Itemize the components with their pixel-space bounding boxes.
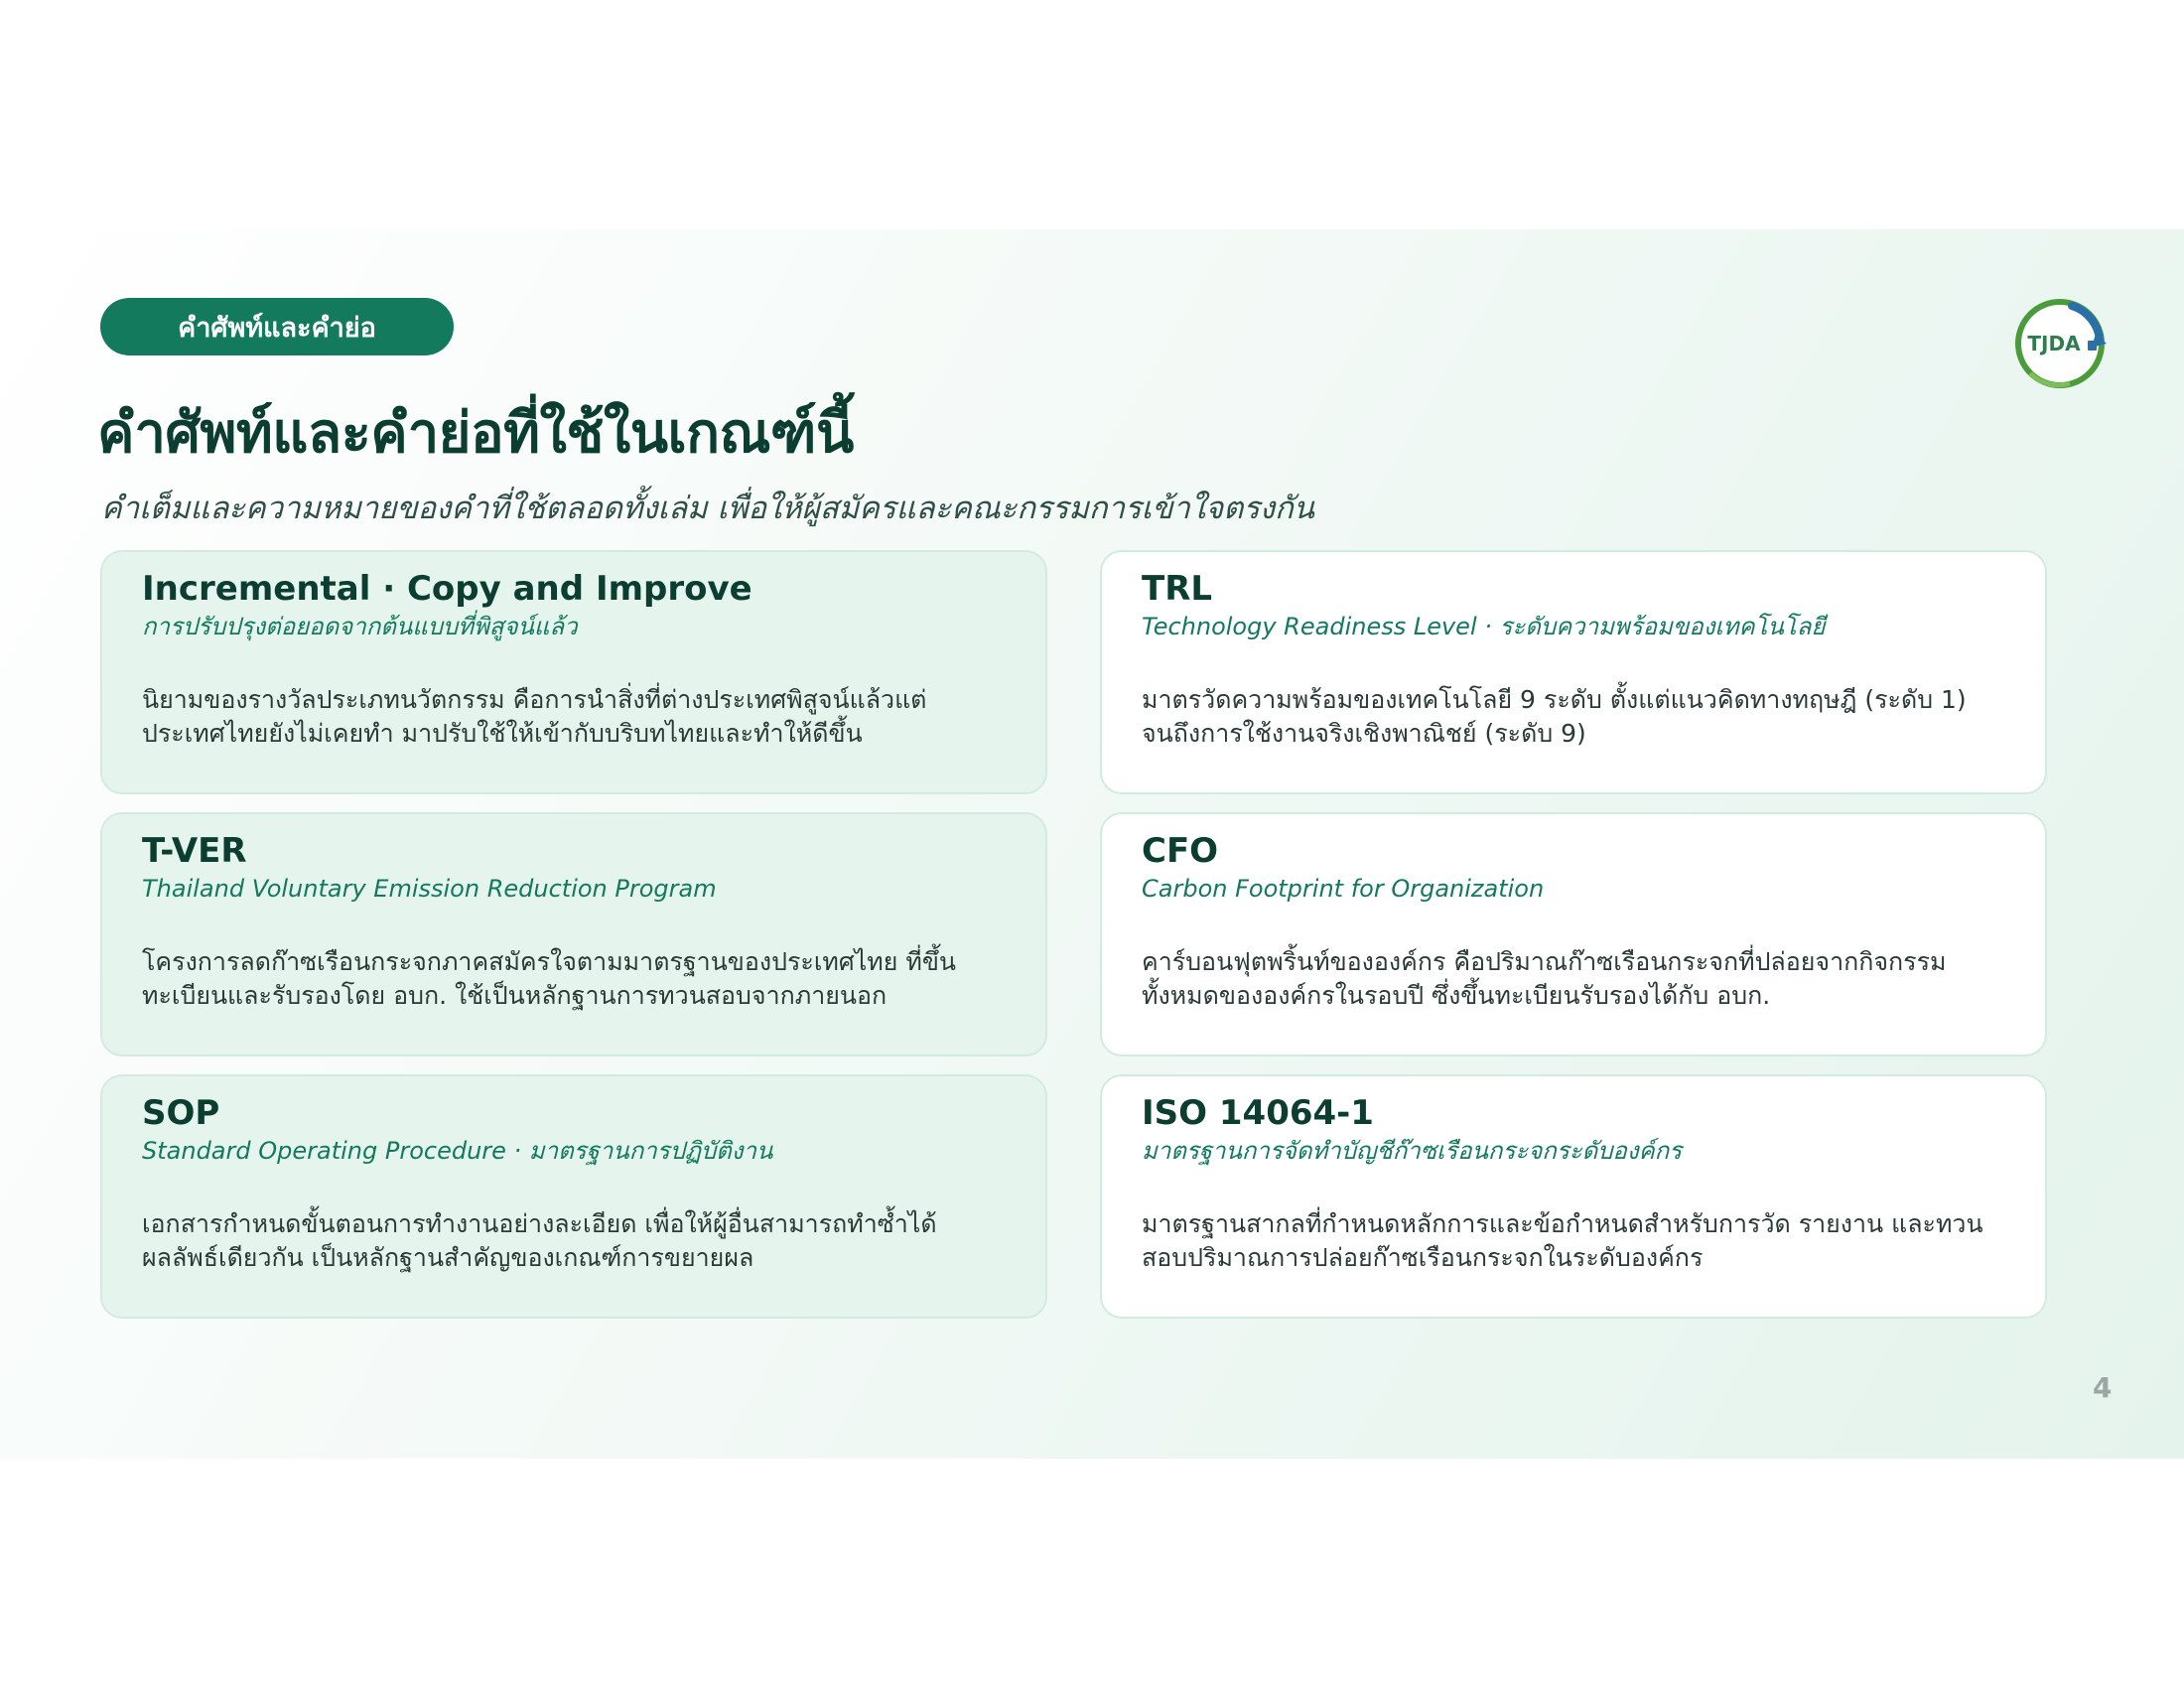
glossary-card-incremental bbox=[100, 550, 1047, 794]
card-description: มาตรฐานสากลที่กำหนดหลักการและข้อกำหนดสำหรับการวัด รายงาน และทวนสอบปริมาณการปล่อยก๊าซเรือนกระจกในระดับองค์กร bbox=[1142, 1209, 1983, 1272]
logo-text: TJDA bbox=[2027, 332, 2081, 355]
card-expansion: การปรับปรุงต่อยอดจากต้นแบบที่พิสูจน์แล้ว bbox=[142, 613, 578, 640]
card-description: นิยามของรางวัลประเภทนวัตกรรม คือการนำสิ่งที่ต่างประเทศพิสูจน์แล้วแต่ประเทศไทยยังไม่เคยทำ มาปรับใช้ให้เข้ากับบริบทไทยและทำให้ดีขึ้น bbox=[142, 685, 927, 748]
card-term: Incremental · Copy and Improve bbox=[142, 569, 752, 609]
card-expansion: Standard Operating Procedure · มาตรฐานการปฏิบัติงาน bbox=[142, 1137, 773, 1165]
card-description: เอกสารกำหนดขั้นตอนการทำงานอย่างละเอียด เพื่อให้ผู้อื่นสามารถทำซ้ำได้ผลลัพธ์เดียวกัน เป็นหลักฐานสำคัญของเกณฑ์การขยายผล bbox=[142, 1209, 937, 1272]
card-term: SOP bbox=[142, 1093, 220, 1133]
card-description: โครงการลดก๊าซเรือนกระจกภาคสมัครใจตามมาตรฐานของประเทศไทย ที่ขึ้นทะเบียนและรับรองโดย อบก. ใช้เป็นหลักฐานการทวนสอบจากภายนอก bbox=[142, 947, 957, 1010]
card-term: T-VER bbox=[142, 831, 247, 871]
card-term: ISO 14064-1 bbox=[1142, 1093, 1374, 1133]
slide bbox=[0, 229, 2184, 1459]
page-number: 4 bbox=[2093, 1371, 2113, 1404]
card-term: CFO bbox=[1142, 831, 1219, 871]
card-description: คาร์บอนฟุตพริ้นท์ขององค์กร คือปริมาณก๊าซเรือนกระจกที่ปล่อยจากกิจกรรมทั้งหมดขององค์กรในรอบปี ซึ่งขึ้นทะเบียนรับรองได้กับ อบก. bbox=[1142, 947, 1947, 1010]
card-term: TRL bbox=[1142, 569, 1213, 609]
page-subtitle: คำเต็มและความหมายของคำที่ใช้ตลอดทั้งเล่ม เพื่อให้ผู้สมัครและคณะกรรมการเข้าใจตรงกัน bbox=[101, 491, 1315, 526]
card-expansion: มาตรฐานการจัดทำบัญชีก๊าซเรือนกระจกระดับองค์กร bbox=[1142, 1137, 1683, 1165]
page-title: คำศัพท์และคำย่อที่ใช้ในเกณฑ์นี้ bbox=[97, 401, 854, 466]
glossary-card-t-ver bbox=[100, 812, 1047, 1056]
section-tag: คำศัพท์และคำย่อ bbox=[100, 298, 454, 355]
glossary-card-cfo bbox=[1100, 812, 2047, 1056]
card-expansion: Technology Readiness Level · ระดับความพร้อมของเทคโนโลยี bbox=[1142, 613, 1826, 640]
glossary-card-trl bbox=[1100, 550, 2047, 794]
tjda-award-logo-icon bbox=[2010, 294, 2110, 393]
card-expansion: Carbon Footprint for Organization bbox=[1142, 875, 1545, 903]
card-description: มาตรวัดความพร้อมของเทคโนโลยี 9 ระดับ ตั้งแต่แนวคิดทางทฤษฎี (ระดับ 1) จนถึงการใช้งานจริงเชิงพาณิชย์ (ระดับ 9) bbox=[1142, 685, 1967, 748]
card-expansion: Thailand Voluntary Emission Reduction Program bbox=[142, 875, 717, 903]
glossary-card-sop bbox=[100, 1074, 1047, 1319]
glossary-card-iso-14064-1 bbox=[1100, 1074, 2047, 1319]
